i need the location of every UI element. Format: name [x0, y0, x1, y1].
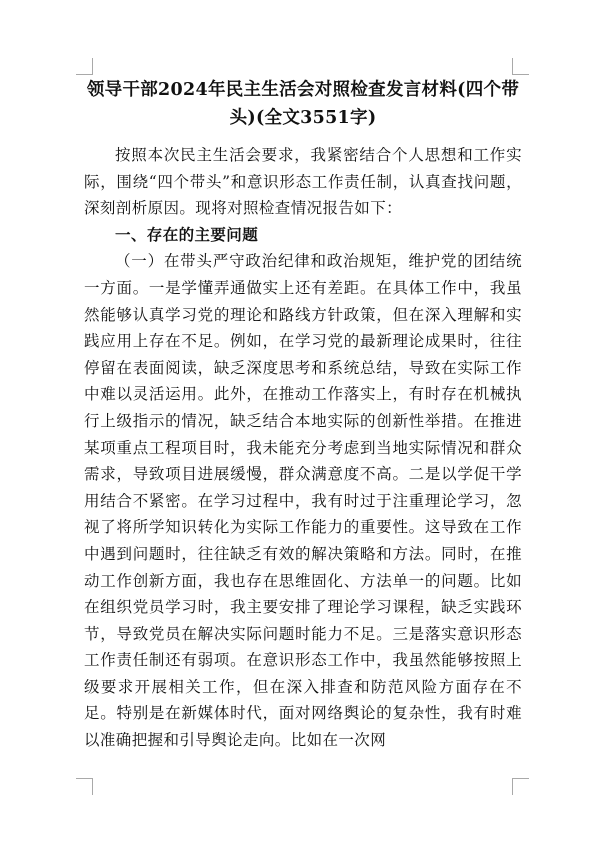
margin-corner-mark-bottom-right	[512, 778, 529, 795]
document-content	[84, 76, 522, 754]
margin-corner-mark-top-right	[512, 58, 529, 75]
document-title: 领导干部2024年民主生活会对照检查发言材料(四个带头)(全文3551字)	[86, 80, 520, 128]
intro-paragraph: 按照本次民主生活会要求，我紧密结合个人思想和工作实际，围绕“四个带头”和意识形态工作责任制，认真查找问题，深刻剖析原因。现将对照检查情况报告如下：	[84, 146, 522, 218]
margin-corner-mark-top-left	[76, 58, 93, 75]
body-paragraph: （一）在带头严守政治纪律和政治规矩，维护党的团结统一方面。一是学懂弄通做实上还有差距。在具体工作中，我虽然能够认真学习党的理论和路线方针政策，但在深入理解和实践应用上存在不足。例如，在学习党的最新理论成果时，往往停留在表面阅读，缺乏深度思考和系统总结，导致在实际工作中难以灵活运用。此外，在推动工作落实上，有时存在机械执行上级指示的情况，缺乏结合本地实际的创新性举措。在推进某项重点工程项目时，我未能充分考虑到当地实际情况和群众需求，导致项目进展缓慢，群众满意度不高。二是以学促干学用结合不紧密。在学习过程中，我有时过于注重理论学习，忽视了将所学知识转化为实际工作能力的重要性。这导致在工作中遇到问题时，往往缺乏有效的解决策略和方法。同时，在推动工作创新方面，我也存在思维固化、方法单一的问题。比如在组织党员学习时，我主要安排了理论学习课程，缺乏实践环节，导致党员在解决实际问题时能力不足。三是落实意识形态工作责任制还有弱项。在意识形态工作中，我虽然能够按照上级要求开展相关工作，但在深入排查和防范风险方面存在不足。特别是在新媒体时代，面对网络舆论的复杂性，我有时难以准确把握和引导舆论走向。比如在一次网	[84, 252, 522, 750]
section-heading: 一、存在的主要问题	[115, 224, 259, 244]
margin-corner-mark-bottom-left	[76, 778, 93, 795]
document-body	[84, 142, 522, 754]
